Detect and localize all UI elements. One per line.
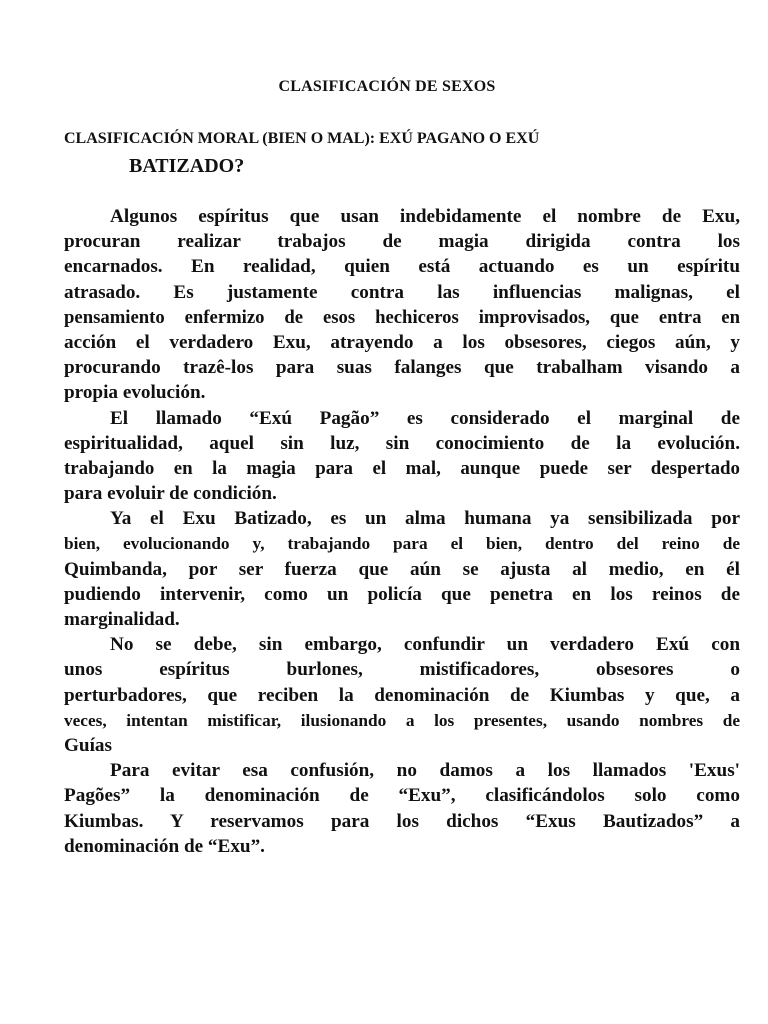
text-line: trabajando en la magia para el mal, aunque puede ser despertado: [64, 457, 740, 479]
text-line: denominación de “Exu”.: [64, 835, 265, 857]
text-line: atrasado. Es justamente contra las influencias malignas, el: [64, 281, 740, 303]
text-line: Algunos espíritus que usan indebidamente el nombre de Exu,: [110, 206, 740, 227]
text-line: El llamado “Exú Pagão” es considerado el marginal de: [110, 407, 740, 429]
text-line: pensamiento enfermizo de esos hechiceros improvisados, que entra en: [64, 306, 740, 328]
paragraph-4: [64, 632, 740, 758]
text-line: Ya el Exu Batizado, es un alma humana ya sensibilizada por: [110, 508, 740, 530]
text-line: veces, intentan mistificar, ilusionando a los presentes, usando nombres de: [64, 710, 740, 730]
text-line: bien, evolucionando y, trabajando para el bien, dentro del reino de: [64, 534, 740, 554]
text-line: No se debe, sin embargo, confundir un verdadero Exú con: [110, 634, 740, 656]
document-body: [64, 204, 740, 859]
text-line: pudiendo intervenir, como un policía que penetra en los reinos de: [64, 583, 740, 605]
text-line: Para evitar esa confusión, no damos a los llamados 'Exus': [110, 760, 740, 782]
text-line: acción el verdadero Exu, atrayendo a los obsesores, ciegos aún, y: [64, 331, 740, 353]
text-line: procuran realizar trabajos de magia dirigida contra los: [64, 231, 740, 253]
text-line: perturbadores, que reciben la denominación de Kiumbas y que, a: [64, 684, 740, 706]
paragraph-5: [64, 758, 740, 859]
text-line: espiritualidad, aquel sin luz, sin conocimiento de la evolución.: [64, 432, 740, 454]
paragraph-3: [64, 506, 740, 632]
paragraph-2: [64, 406, 740, 507]
text-line: Guías: [64, 734, 112, 756]
text-line: Pagões” la denominación de “Exu”, clasificándolos solo como: [64, 785, 740, 807]
section-heading-line-1: CLASIFICACIÓN MORAL (BIEN O MAL): EXÚ PAGANO O EXÚ: [64, 130, 540, 147]
text-line: marginalidad.: [64, 609, 180, 630]
text-line: propia evolución.: [64, 382, 206, 404]
text-line: procurando trazê-los para suas falanges que trabalham visando a: [64, 357, 740, 379]
text-line: Kiumbas. Y reservamos para los dichos “Exus Bautizados” a: [64, 810, 740, 832]
document-title: CLASIFICACIÓN DE SEXOS: [278, 78, 496, 95]
section-heading-line-2: BATIZADO?: [129, 155, 245, 177]
text-line: para evoluir de condición.: [64, 483, 277, 505]
text-line: unos espíritus burlones, mistificadores, obsesores o: [64, 659, 740, 681]
text-line: encarnados. En realidad, quien está actuando es un espíritu: [64, 256, 740, 278]
text-line: Quimbanda, por ser fuerza que aún se ajusta al medio, en él: [64, 558, 740, 580]
paragraph-1: [64, 204, 740, 406]
